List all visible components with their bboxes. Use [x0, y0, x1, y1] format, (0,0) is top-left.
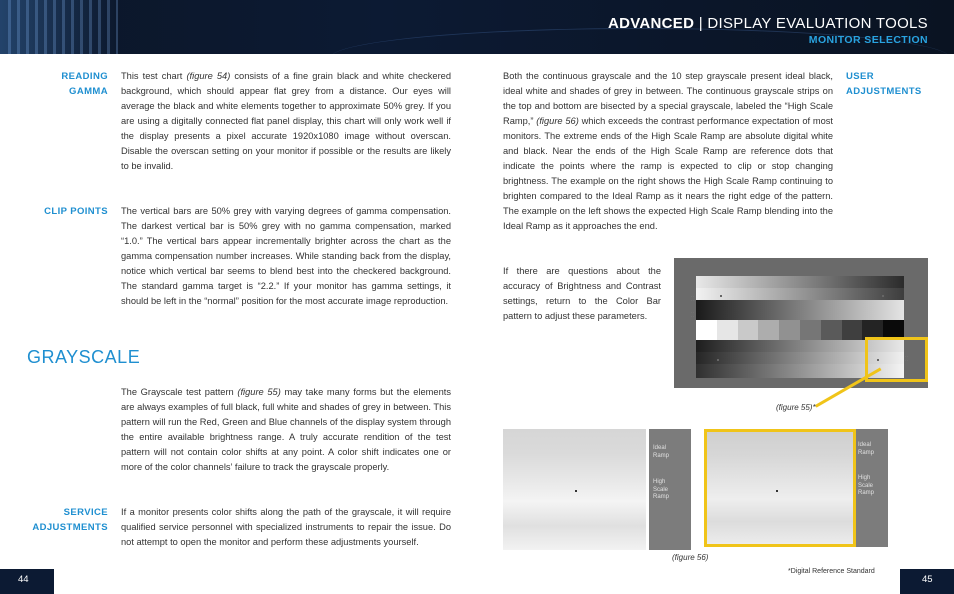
grayscale-paragraph: The Grayscale test pattern (figure 55) may take many forms but the elements are always examples of full black, full white and shades of grey in between. This pattern will run the Red, Green and Blue channels of the display system through the entire available brightness range. A truly accurate rendition of the test pattern will not contain color shifts at any point. A color shift indicates one or more of the color channels’ failure to track the grayscale properly.	[121, 387, 451, 472]
footnote: *Digital Reference Standard	[788, 568, 875, 575]
service-adjustments-paragraph: If a monitor presents color shifts along the path of the grayscale, it will require qualified service personnel with specialized instruments to repair the issue. Do not attempt to open the monitor and perform these adjustments yourself.	[121, 507, 451, 547]
high-scale-ramp-brightening-example	[704, 429, 888, 547]
ramp-label-panel-left	[649, 429, 691, 550]
ideal-ramp-label: Ideal Ramp	[858, 442, 875, 456]
page-number-right: 45	[900, 569, 954, 594]
page-number-left: 44	[0, 569, 54, 594]
reference-dot	[717, 359, 719, 361]
reference-dot	[882, 295, 884, 297]
page-title: ADVANCED | DISPLAY EVALUATION TOOLS	[607, 15, 928, 32]
top-continuous-ramp-2	[696, 288, 904, 300]
header-light-stripes	[8, 0, 118, 54]
header-banner	[0, 0, 954, 54]
clip-points-paragraph: The vertical bars are 50% grey with varying degrees of gamma compensation. The darkest vertical bar is 50% grey with no gamma compensation, marked “1.0.” The vertical bars appear incrementally brighter across the chart as the gamma compensation number increases. While standing back from the display, notice which vertical bar seems to blend best into the checkered background. The standard gamma target is “2.2.” If your monitor has gamma settings, it should be left in the “normal” position for the most accurate image reproduction.	[121, 206, 451, 306]
reference-dot	[720, 295, 722, 297]
grayscale-test-pattern: · · · · · · · · · · · ·	[674, 258, 928, 388]
clip-points-label: CLIP POINTS	[44, 206, 108, 217]
user-adjustments-label: USER ADJUSTMENTS	[846, 71, 922, 97]
ideal-ramp-blended-example	[503, 429, 646, 550]
grayscale-ramps-paragraph: Both the continuous grayscale and the 10 step grayscale present ideal black, ideal white and shades of grey in between. The continuous grayscale strips on the top and bottom are bisected by a special grayscale, labeled the “High Scale Ramp,” (figure 56) which exceeds the contrast performance expectation of most monitors. The extreme ends of the High Scale Ramp are absolute digital white and black. Near the ends of the High Scale Ramp are reference dots that indicate the points where the ramp is expected to clip or stop changing brightness. The example on the right shows the High Scale Ramp continuing to brighten compared to the Ideal Ramp as it nears the right edge of the pattern. The example on the left shows the expected High Scale Ramp blending into the Ideal Ramp as it approaches the end.	[503, 71, 833, 231]
high-scale-ramp-label: High Scale Ramp	[858, 475, 875, 496]
figure-55-caption: (figure 55)*	[776, 403, 816, 412]
figure-56-caption: (figure 56)	[672, 553, 709, 562]
high-scale-ramp-top	[696, 300, 904, 320]
service-adjustments-label: SERVICE ADJUSTMENTS	[32, 507, 108, 533]
highlight-box	[865, 337, 928, 382]
section-subtitle: MONITOR SELECTION	[808, 34, 928, 46]
ideal-ramp-label: Ideal Ramp	[653, 445, 670, 459]
top-continuous-ramp-1	[696, 276, 904, 288]
reference-dot	[776, 490, 778, 492]
high-scale-ramp-label: High Scale Ramp	[653, 479, 670, 500]
reading-gamma-label: READING GAMMA	[61, 71, 108, 97]
brightness-contrast-paragraph: If there are questions about the accuracy of Brightness and Contrast settings, return to the Color Bar pattern to adjust these parameters.	[503, 266, 661, 321]
reference-dot	[575, 490, 577, 492]
grayscale-heading: GRAYSCALE	[27, 347, 141, 367]
ramp-label-panel-right	[853, 429, 888, 547]
reading-gamma-paragraph: This test chart (figure 54) consists of a fine grain black and white checkered background, which should appear flat grey from a distance. Our eyes will average the black and white elements together to approximate 50% grey. If you are using a digitally connected flat panel display, this chart will only work well if the display presents a pixel accurate 1920x1080 image without overscan. Disable the overscan setting on your monitor if possible or the results are likely to be invalid.	[121, 71, 452, 171]
